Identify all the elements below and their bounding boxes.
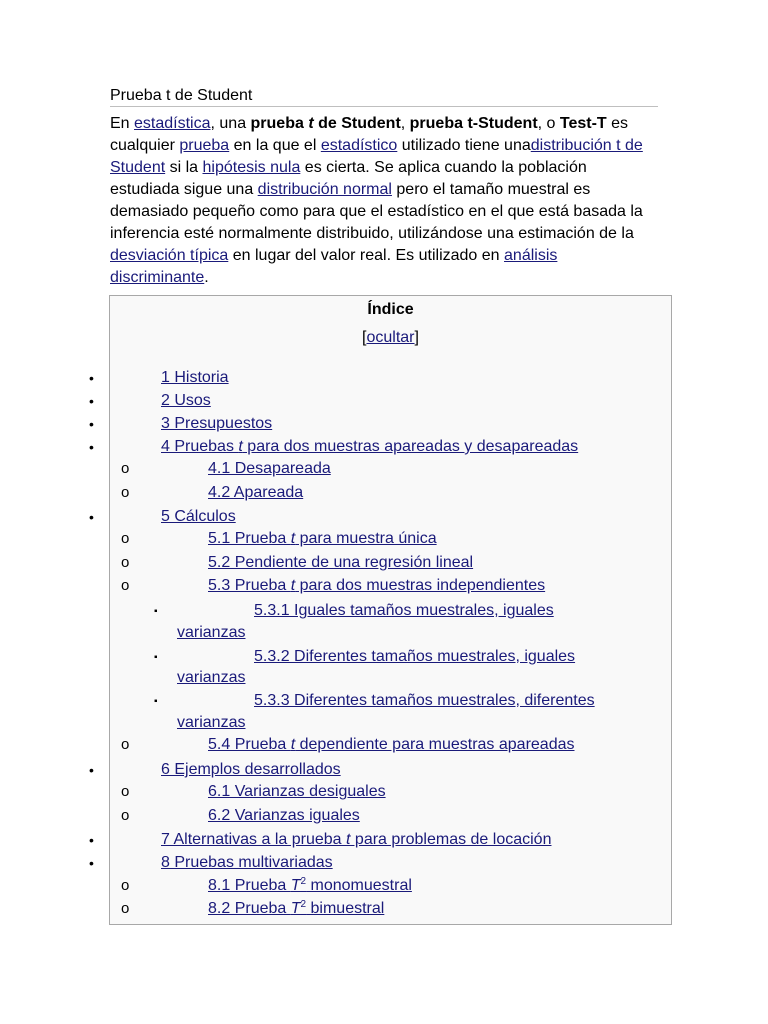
intro-text: si la (165, 159, 203, 176)
link-estadistica[interactable]: estadística (134, 115, 211, 132)
toc-hide-control: [ocultar] (362, 329, 419, 346)
term-prueba-t-student: prueba t-Student (409, 115, 538, 132)
intro-text: es cierta. Se aplica cuando la población estudiada sigue una (110, 159, 587, 198)
toc-bullet: o (121, 783, 130, 800)
toc-item[interactable]: 5.3 Prueba t para dos muestras independientes (208, 577, 546, 594)
toc-item-continuation[interactable]: varianzas (177, 669, 246, 686)
intro-text: pero el tamaño muestral es demasiado pequeño como para que el estadístico en el que está basada la inferencia esté normalmente distribuido, utilizándose una estimación de la (110, 181, 643, 242)
toc-item[interactable]: 5 Cálculos (161, 508, 236, 525)
link-estadistico[interactable]: estadístico (320, 137, 398, 154)
link-prueba[interactable]: prueba (179, 137, 230, 154)
toc-item[interactable]: 4 Pruebas t para dos muestras apareadas y desapareadas (161, 438, 579, 455)
toc-item[interactable]: 6 Ejemplos desarrollados (161, 761, 341, 778)
toc-bullet: o (121, 577, 130, 594)
intro-text: , o (537, 115, 560, 132)
toc-item[interactable]: 5.3.2 Diferentes tamaños muestrales, iguales (254, 648, 576, 665)
term-test-t: Test-T (559, 115, 607, 132)
toc-bullet: • (89, 762, 94, 778)
toc-item[interactable]: 5.2 Pendiente de una regresión lineal (208, 554, 474, 571)
toc-bullet: o (121, 736, 130, 753)
toc-item[interactable]: 8 Pruebas multivariadas (161, 854, 333, 871)
toc-bullet: o (121, 530, 130, 547)
toc-item[interactable]: 5.4 Prueba t dependiente para muestras apareadas (208, 736, 575, 753)
toc-bullet: ▪ (154, 652, 158, 663)
toc-item[interactable]: 4.2 Apareada (208, 484, 304, 501)
toc-item-continuation[interactable]: varianzas (177, 624, 246, 641)
toc-bullet: o (121, 900, 130, 917)
toc-item[interactable]: 8.1 Prueba T$^2$ monomuestral (208, 876, 412, 894)
intro-text: en lugar del valor real. Es utilizado en (228, 247, 505, 264)
toc-item[interactable]: 6.2 Varianzas iguales (208, 807, 360, 824)
toc-bullet: • (89, 509, 94, 525)
toc-item[interactable]: 1 Historia (161, 369, 229, 386)
toc-bullet: • (89, 416, 94, 432)
page-title: Prueba t de Student (110, 86, 658, 107)
toc-item[interactable]: 7 Alternativas a la prueba t para problemas de locación (161, 831, 552, 848)
toc-item[interactable]: 3 Presupuestos (161, 415, 273, 432)
toc-item[interactable]: 6.1 Varianzas desiguales (208, 783, 386, 800)
intro-text: en la que el (229, 137, 321, 154)
toc-bullet: o (121, 807, 130, 824)
toc-bullet: o (121, 460, 130, 477)
intro-text: , (400, 115, 410, 132)
toc-bullet: • (89, 439, 94, 455)
link-analisis-discriminante[interactable]: análisis discriminante (110, 247, 558, 286)
link-hipotesis-nula[interactable]: hipótesis nula (202, 159, 301, 176)
link-distribucion-t[interactable]: distribución t de Student (110, 137, 643, 176)
toc-item-continuation[interactable]: varianzas (177, 714, 246, 731)
toc-item[interactable]: 5.1 Prueba t para muestra única (208, 530, 437, 547)
toc-bullet: o (121, 877, 130, 894)
link-distribucion-normal[interactable]: distribución normal (257, 181, 392, 198)
intro-text: es cualquier (110, 115, 629, 154)
toc-hide-link[interactable]: ocultar (366, 329, 415, 346)
intro-text: , una (210, 115, 251, 132)
intro-text: En (110, 115, 135, 132)
toc-item[interactable]: 2 Usos (161, 392, 211, 409)
toc-bullet: ▪ (154, 696, 158, 707)
toc-bullet: • (89, 855, 94, 871)
toc-bullet: • (89, 832, 94, 848)
toc-bullet: o (121, 484, 130, 501)
term-prueba-t: prueba t de Student (250, 115, 401, 132)
link-desviacion-tipica[interactable]: desviación típica (110, 247, 229, 264)
toc-title: Índice (367, 301, 414, 318)
toc-item[interactable]: 8.2 Prueba T$^2$ bimuestral (208, 899, 385, 917)
toc-bullet: o (121, 554, 130, 571)
toc-item[interactable]: 5.3.3 Diferentes tamaños muestrales, diferentes (254, 692, 595, 709)
toc-bullet: • (89, 370, 94, 386)
toc-item[interactable]: 5.3.1 Iguales tamaños muestrales, iguales (254, 602, 554, 619)
toc-item[interactable]: 4.1 Desapareada (208, 460, 331, 477)
intro-paragraph (110, 113, 650, 289)
intro-text: utilizado tiene una (397, 137, 531, 154)
intro-text: . (204, 269, 209, 286)
toc-bullet: ▪ (154, 606, 158, 617)
toc-bullet: • (89, 393, 94, 409)
